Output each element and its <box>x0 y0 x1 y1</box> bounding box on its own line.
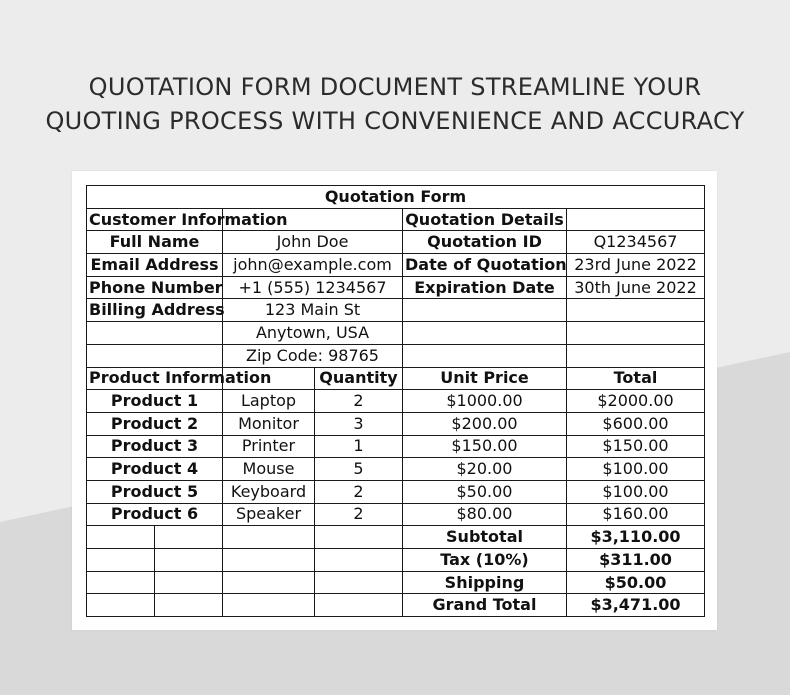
summary-row <box>87 549 705 572</box>
form-heading: Quotation Form <box>87 186 705 209</box>
empty-cell <box>403 299 567 322</box>
customer-label: Email Address <box>87 254 223 277</box>
product-label: Product 2 <box>87 412 223 435</box>
summary-label: Grand Total <box>403 594 567 617</box>
total-column-header: Total <box>567 367 705 390</box>
unit-price-column-header: Unit Price <box>403 367 567 390</box>
product-label: Product 1 <box>87 390 223 413</box>
product-total: $2000.00 <box>567 390 705 413</box>
product-quantity: 1 <box>315 435 403 458</box>
empty-cell <box>315 571 403 594</box>
summary-label: Subtotal <box>403 526 567 549</box>
product-row <box>87 412 705 435</box>
product-total: $600.00 <box>567 412 705 435</box>
customer-value: John Doe <box>223 231 403 254</box>
product-row <box>87 480 705 503</box>
customer-label: Full Name <box>87 231 223 254</box>
empty-cell <box>403 344 567 367</box>
product-quantity: 2 <box>315 503 403 526</box>
empty-cell <box>567 322 705 345</box>
info-row <box>87 344 705 367</box>
address-line: Zip Code: 98765 <box>223 344 403 367</box>
empty-cell <box>223 526 315 549</box>
empty-cell <box>567 344 705 367</box>
product-label: Product 5 <box>87 480 223 503</box>
quotation-label: Quotation ID <box>403 231 567 254</box>
quotation-value: Q1234567 <box>567 231 705 254</box>
section-heading-row <box>87 208 705 231</box>
product-total: $160.00 <box>567 503 705 526</box>
product-quantity: 2 <box>315 390 403 413</box>
product-unit-price: $1000.00 <box>403 390 567 413</box>
empty-cell <box>87 594 155 617</box>
product-unit-price: $200.00 <box>403 412 567 435</box>
product-header-row <box>87 367 705 390</box>
info-row <box>87 254 705 277</box>
product-label: Product 6 <box>87 503 223 526</box>
product-row <box>87 458 705 481</box>
customer-value: 123 Main St <box>223 299 403 322</box>
address-line: Anytown, USA <box>223 322 403 345</box>
product-quantity: 3 <box>315 412 403 435</box>
empty-cell <box>315 549 403 572</box>
empty-cell <box>87 549 155 572</box>
empty-cell <box>315 526 403 549</box>
product-quantity: 5 <box>315 458 403 481</box>
product-unit-price: $20.00 <box>403 458 567 481</box>
product-unit-price: $50.00 <box>403 480 567 503</box>
product-total: $100.00 <box>567 458 705 481</box>
summary-row <box>87 594 705 617</box>
product-total: $150.00 <box>567 435 705 458</box>
quotation-section-heading: Quotation Details <box>403 208 567 231</box>
empty-cell <box>87 322 223 345</box>
product-section-heading: Product Information <box>87 367 223 390</box>
empty-cell <box>87 526 155 549</box>
empty-cell <box>87 571 155 594</box>
product-name: Speaker <box>223 503 315 526</box>
customer-value: +1 (555) 1234567 <box>223 276 403 299</box>
product-unit-price: $150.00 <box>403 435 567 458</box>
customer-label: Phone Number <box>87 276 223 299</box>
summary-label: Shipping <box>403 571 567 594</box>
customer-label: Billing Address <box>87 299 223 322</box>
quotation-label: Date of Quotation <box>403 254 567 277</box>
empty-cell <box>223 594 315 617</box>
customer-section-heading: Customer Information <box>87 208 223 231</box>
form-heading-row <box>87 186 705 209</box>
empty-cell <box>223 571 315 594</box>
product-total: $100.00 <box>567 480 705 503</box>
empty-cell <box>567 208 705 231</box>
page-title-line-2: QUOTING PROCESS WITH CONVENIENCE AND ACCURACY <box>45 107 745 135</box>
summary-value: $3,110.00 <box>567 526 705 549</box>
quotation-value: 23rd June 2022 <box>567 254 705 277</box>
quotation-form-table <box>86 185 705 617</box>
product-row <box>87 390 705 413</box>
page-title <box>0 70 790 138</box>
empty-cell <box>403 322 567 345</box>
info-row <box>87 299 705 322</box>
product-unit-price: $80.00 <box>403 503 567 526</box>
customer-value: john@example.com <box>223 254 403 277</box>
product-quantity: 2 <box>315 480 403 503</box>
summary-row <box>87 526 705 549</box>
product-row <box>87 503 705 526</box>
summary-value: $311.00 <box>567 549 705 572</box>
product-name: Laptop <box>223 390 315 413</box>
quantity-column-header: Quantity <box>315 367 403 390</box>
summary-row <box>87 571 705 594</box>
empty-cell <box>155 594 223 617</box>
summary-value: $3,471.00 <box>567 594 705 617</box>
quotation-value: 30th June 2022 <box>567 276 705 299</box>
info-row <box>87 231 705 254</box>
empty-cell <box>155 549 223 572</box>
product-name: Monitor <box>223 412 315 435</box>
product-row <box>87 435 705 458</box>
summary-label: Tax (10%) <box>403 549 567 572</box>
product-name: Printer <box>223 435 315 458</box>
quotation-label: Expiration Date <box>403 276 567 299</box>
product-name: Keyboard <box>223 480 315 503</box>
product-label: Product 4 <box>87 458 223 481</box>
empty-cell <box>155 571 223 594</box>
empty-cell <box>315 594 403 617</box>
summary-value: $50.00 <box>567 571 705 594</box>
page-title-line-1: QUOTATION FORM DOCUMENT STREAMLINE YOUR <box>88 73 702 101</box>
info-row <box>87 322 705 345</box>
product-label: Product 3 <box>87 435 223 458</box>
info-row <box>87 276 705 299</box>
empty-cell <box>155 526 223 549</box>
empty-cell <box>87 344 223 367</box>
empty-cell <box>567 299 705 322</box>
empty-cell <box>223 549 315 572</box>
product-name: Mouse <box>223 458 315 481</box>
